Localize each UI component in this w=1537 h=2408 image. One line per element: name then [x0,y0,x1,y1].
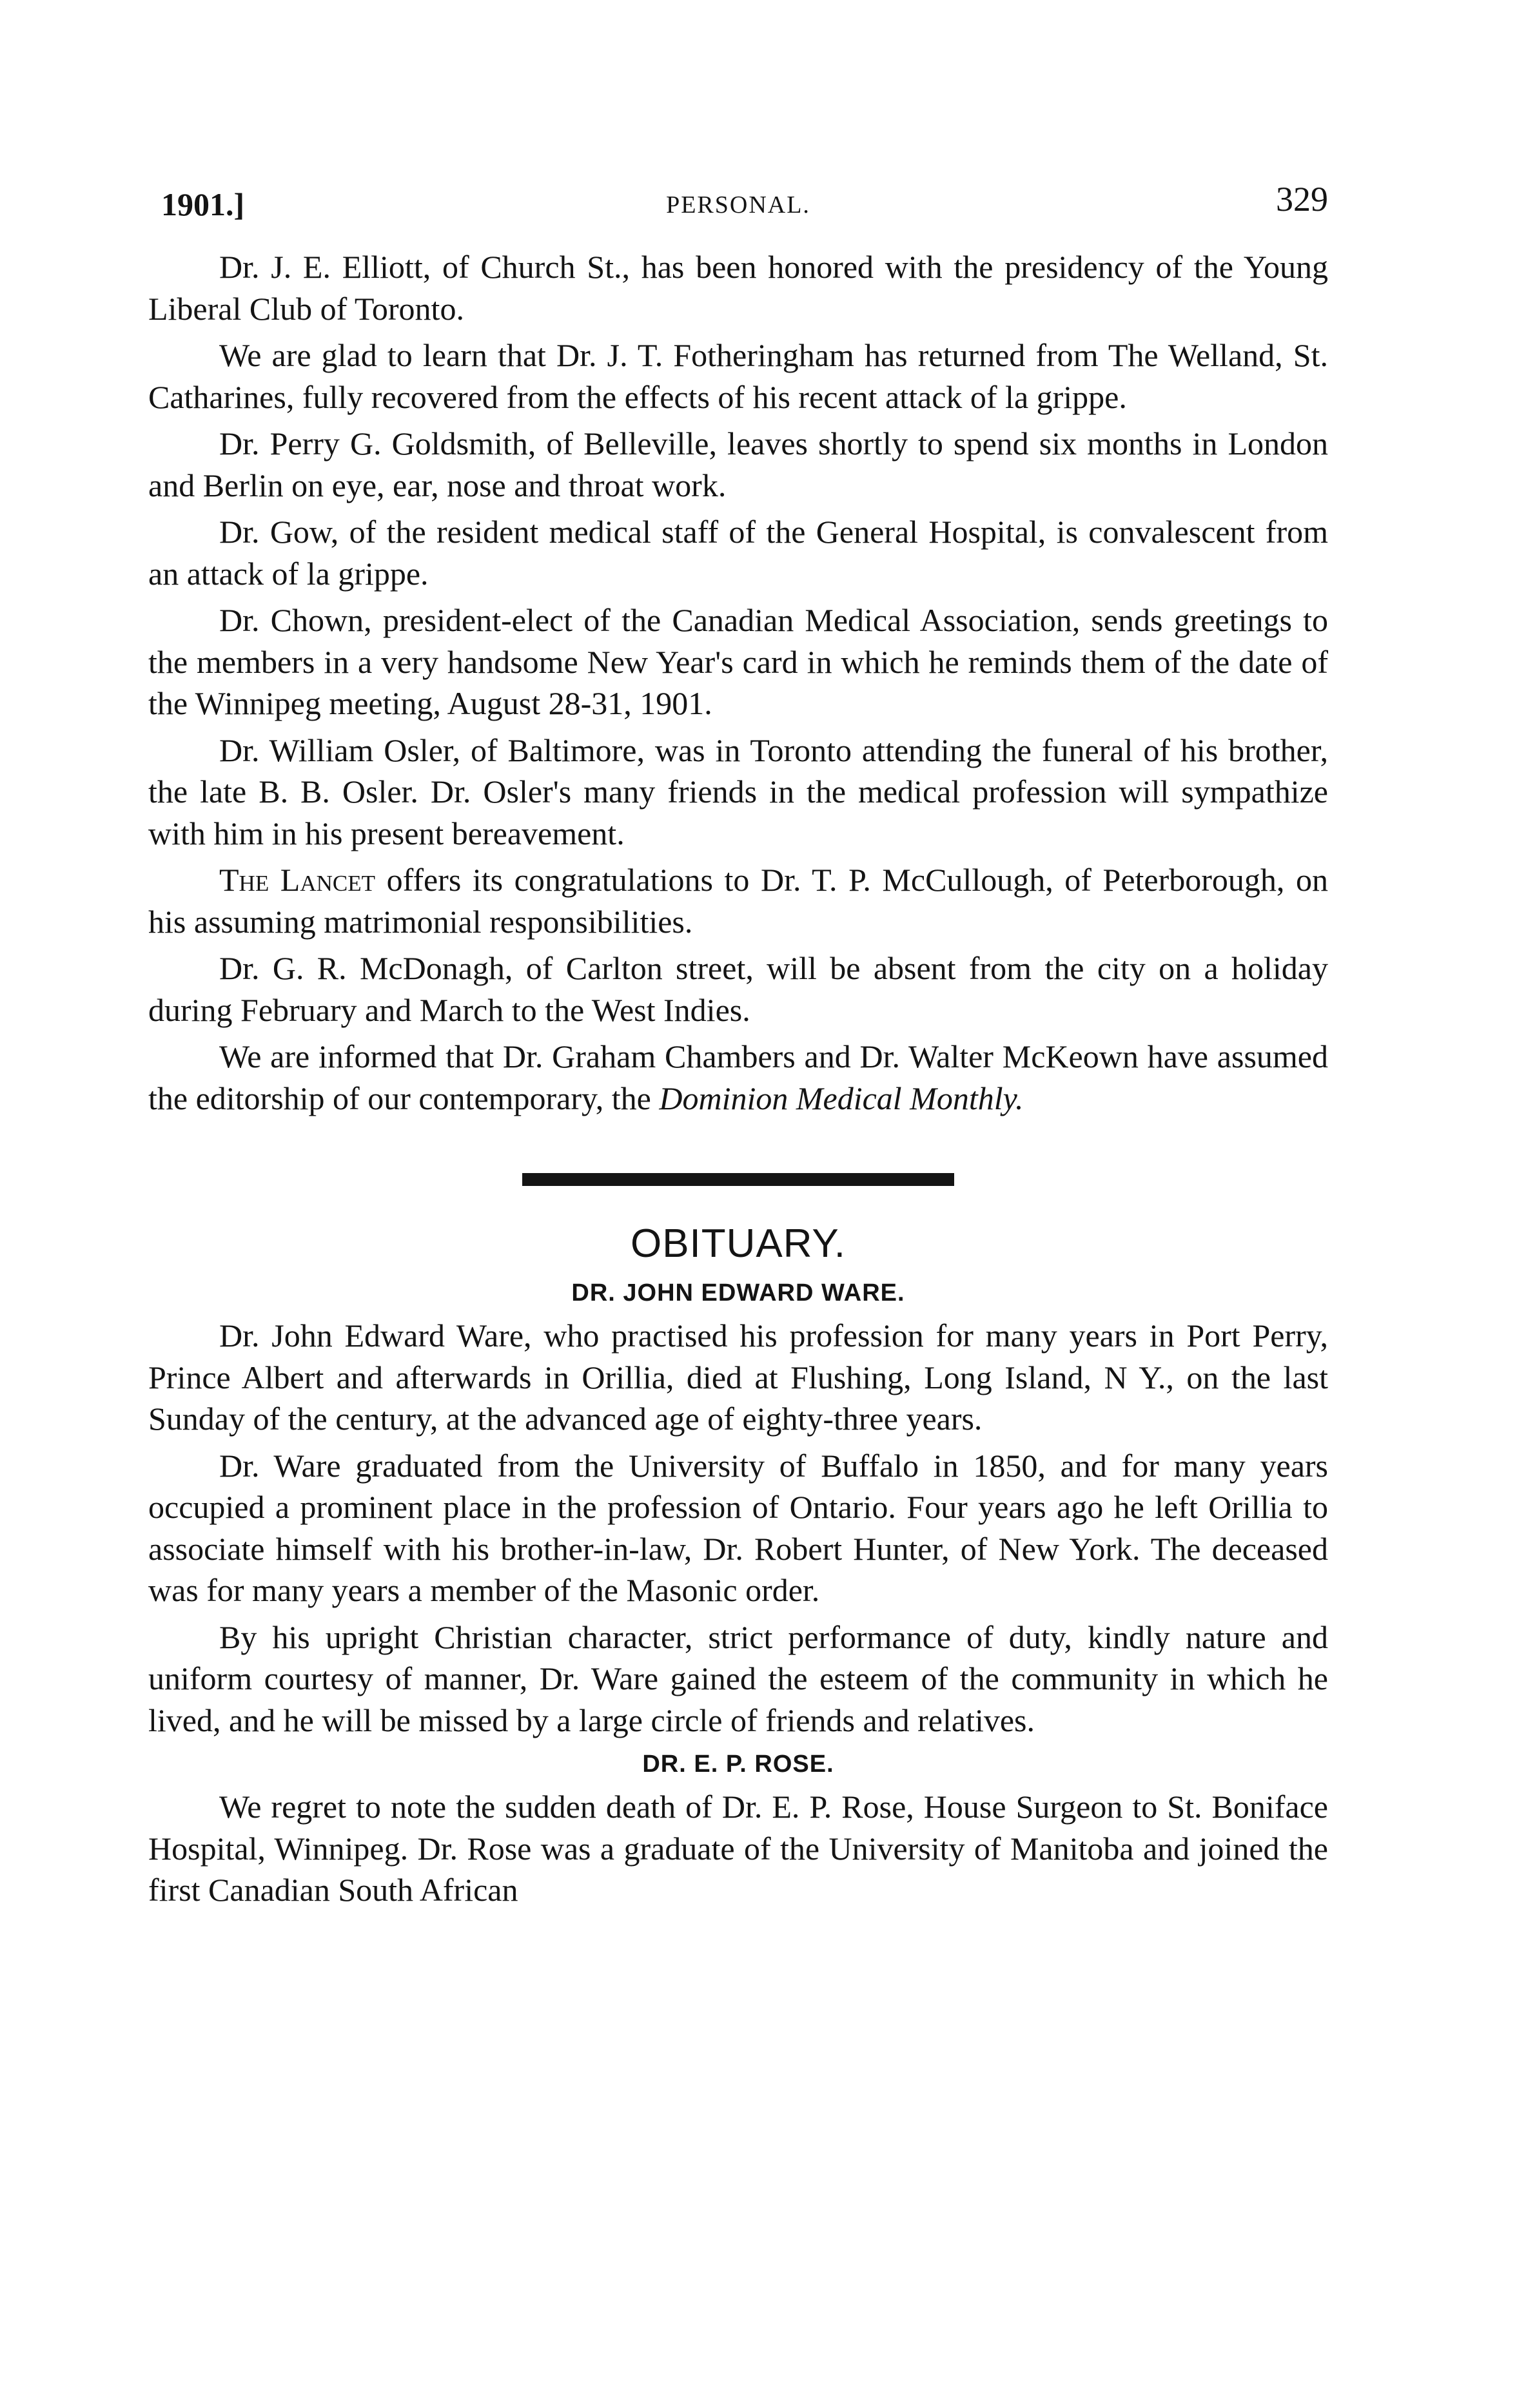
personal-item-editorship [148,1036,1328,1119]
personal-section [148,246,1328,1911]
header-year: 1901.] [161,186,245,222]
journal-title: Dominion Medical Monthly. [659,1080,1024,1116]
lancet-name: The Lancet [219,862,375,898]
personal-item-elliott: Dr. J. E. Elliott, of Church St., has been honored with the presidency of the Young Liberal Club of Toronto. [148,249,1328,327]
personal-item-fotheringham: We are glad to learn that Dr. J. T. Fotheringham has returned from The Welland, St. Catharines, fully recovered from the effects of his recent attack of la grippe. [148,337,1328,415]
obituary-name-ware: DR. JOHN EDWARD WARE. [571,1279,905,1306]
personal-item-mccullough [148,859,1328,942]
obituary-title: OBITUARY. [630,1221,847,1266]
personal-item-mcdonagh: Dr. G. R. McDonagh, of Carlton street, will be absent from the city on a holiday during February and March to the West Indies. [148,950,1328,1028]
obituary-ware-paragraph: By his upright Christian character, strict performance of duty, kindly nature and uniform courtesy of manner, Dr. Ware gained the esteem of the community in which he lived, and he will be missed by a large circle of friends and relatives. [148,1618,1328,1738]
personal-item-chown: Dr. Chown, president-elect of the Canadian Medical Association, sends greetings to the members in a very handsome New Year's card in which he reminds them of the date of the Winnipeg meeting, August 28-31, 1901. [148,602,1328,721]
document-page [148,174,1328,1916]
editorship-text: We are informed that Dr. Graham Chambers and Dr. Walter McKeown have assumed the editorship of our contemporary, the [148,1038,1328,1116]
lancet-text: offers its congratulations to Dr. T. P. McCullough, of Peterborough, on his assuming matrimonial responsibilities. [148,862,1328,940]
personal-item-goldsmith: Dr. Perry G. Goldsmith, of Belleville, leaves shortly to spend six months in London and Berlin on eye, ear, nose and throat work. [148,425,1328,503]
obituary-name-rose: DR. E. P. ROSE. [642,1751,834,1778]
personal-item-gow: Dr. Gow, of the resident medical staff of the General Hospital, is convalescent from an attack of la grippe. [148,514,1328,592]
section-divider [522,1173,954,1186]
page-number: 329 [1276,180,1328,218]
obituary-ware-paragraph: Dr. John Edward Ware, who practised his profession for many years in Port Perry, Prince Albert and afterwards in Orillia, died at Flushing, Long Island, N Y., on the last Sunday of the century, at the advanced age of eighty-three years. [148,1317,1328,1437]
personal-item-osler: Dr. William Osler, of Baltimore, was in Toronto attending the funeral of his brother, the late B. B. Osler. Dr. Osler's many friends in the medical profession will sympathize with him in his present bereavement. [148,732,1328,851]
obituary-rose-paragraph: We regret to note the sudden death of Dr. E. P. Rose, House Surgeon to St. Boniface Hospital, Winnipeg. Dr. Rose was a graduate of the University of Manitoba and joined the first Canadian South African [148,1789,1328,1908]
obituary-ware-paragraph: Dr. Ware graduated from the University of Buffalo in 1850, and for many years occupied a prominent place in the profession of Ontario. Four years ago he left Orillia to associate himself with his brother-in-law, Dr. Robert Hunter, of New York. The deceased was for many years a member of the Masonic order. [148,1447,1328,1608]
header-section: PERSONAL. [666,191,810,218]
running-head [148,174,1328,226]
